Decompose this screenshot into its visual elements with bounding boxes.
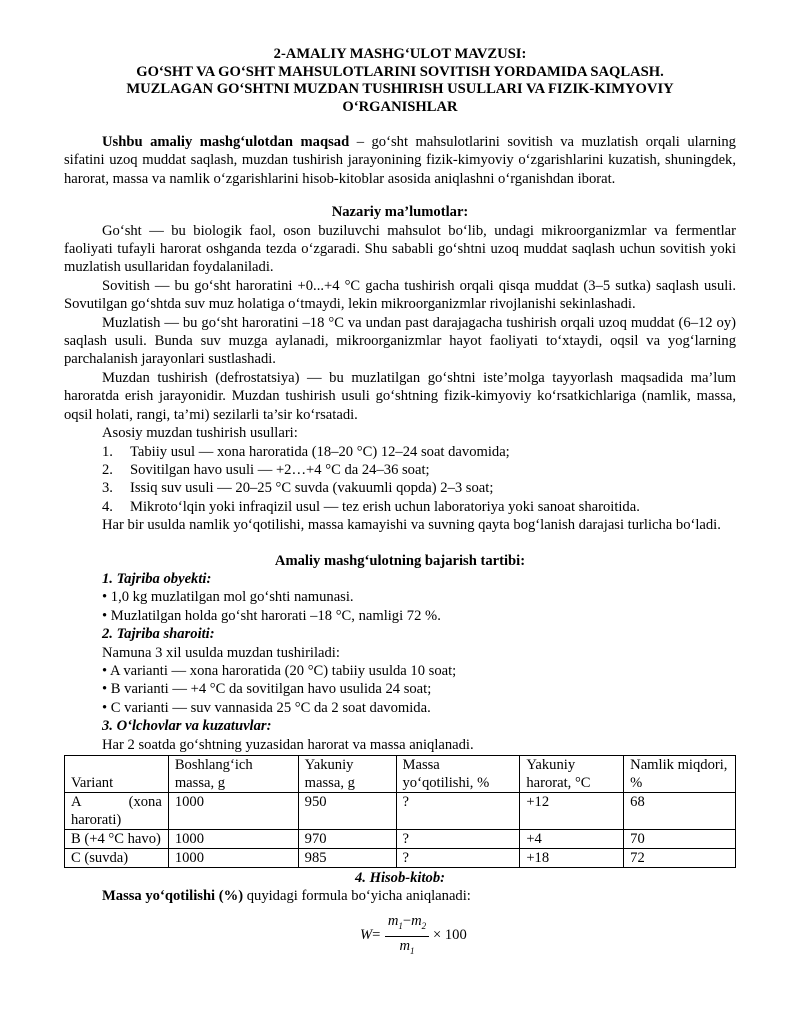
- formula-numerator: $m_1-m_2$: [385, 912, 429, 937]
- table-cell: 950: [298, 793, 396, 830]
- theory-paragraph: Muzdan tushirish (defrostatsiya) — bu muzlatilgan go‘shtni iste’molga tayyorlash maqsadida ma’lum haroratda erish jarayonidir. Muzdan tushirish usuli go‘shtning fizik-kimyoviy ko‘rsatkichlariga (namlik, massa, oqsil holati, rangi, ta’mi) sezilarli ta’sir ko‘rsatadi.: [64, 369, 736, 423]
- results-table: [64, 755, 736, 868]
- list-item: • A varianti — xona haroratida (20 °C) tabiiy usulda 10 soat;: [102, 662, 457, 679]
- table-row: [65, 793, 736, 830]
- formula-lhs: W=: [360, 926, 381, 943]
- practice-text: Namuna 3 xil usulda muzdan tushiriladi:: [102, 644, 340, 661]
- document-page: [64, 46, 736, 966]
- table-cell: 985: [298, 849, 396, 868]
- theory-paragraph: Sovitish — bu go‘sht haroratini +0...+4 °C gacha tushirish orqali qisqa muddat (3–5 sutka) saqlash usuli. Sovutilgan go‘shtda suv muz holatiga o‘tmaydi, lekin mikroorganizmlar rivojlanishi sekinlashadi.: [64, 277, 736, 313]
- calc-paragraph: [64, 887, 736, 905]
- bullet-icon: •: [102, 699, 108, 716]
- table-cell: 1000: [168, 830, 298, 849]
- calc-heading: 4. Hisob-kitob:: [355, 870, 445, 886]
- column-header: Namlik miqdori, %: [624, 756, 736, 793]
- subsection-heading: 1. Tajriba obyekti:: [102, 570, 212, 587]
- methods-list: [64, 443, 736, 517]
- subsection-heading: 3. O‘lchovlar va kuzatuvlar:: [102, 718, 272, 735]
- column-header: Yakuniy massa, g: [298, 756, 396, 793]
- bullet-icon: •: [102, 607, 108, 624]
- list-item: 4. Mikroto‘lqin yoki infraqizil usul — tez erish uchun laboratoriya yoki sanoat sharoitida.: [102, 498, 640, 515]
- table-cell: ?: [396, 830, 520, 849]
- subsection-heading: 2. Tajriba sharoiti:: [102, 626, 215, 643]
- title-line: GO‘SHT VA GO‘SHT MAHSULOTLARINI SOVITISH YORDAMIDA SAQLASH.: [136, 63, 664, 80]
- table-header-row: [65, 756, 736, 793]
- practice-text: Har 2 soatda go‘shtning yuzasidan harorat va massa aniqlanadi.: [102, 736, 474, 753]
- calc-text: quyidagi formula bo‘yicha aniqlanadi:: [243, 888, 471, 905]
- title-line: 2-AMALIY MASHG‘ULOT MAVZUSI:: [273, 46, 527, 62]
- page-title: [64, 46, 736, 116]
- list-item: 1. Tabiiy usul — xona haroratida (18–20 °C) 12–24 soat davomida;: [102, 443, 510, 460]
- table-cell: +12: [520, 793, 624, 830]
- theory-paragraph: Muzlatish — bu go‘sht haroratini –18 °C va undan past darajagacha tushirish orqali uzoq muddat (6–12 oy) saqlash usuli. Bunda suv muzga aylanadi, mikroorganizmlar hayot faoliyati to‘xtaydi, oqsil va yog‘larning parchalanish jarayonlari sustlashadi.: [64, 314, 736, 368]
- table-cell: 1000: [168, 849, 298, 868]
- aim-text: – go‘sht mahsulotlarini sovitish va muzlatish orqali ularning sifatini uzoq muddat saqlash, muzdan tushirish jarayonining fizik-kimyoviy o‘zgarishlarini kuzatish, shuningdek, harorat, massa va namlik o‘zgarishlarini hisob-kitoblar asosida aniqlashni o‘rganishdan iborat.: [64, 134, 736, 187]
- list-item: 2. Sovitilgan havo usuli — +2…+4 °C da 24–36 soat;: [102, 461, 430, 478]
- table-cell: 70: [624, 830, 736, 849]
- table-cell: C (suvda): [65, 849, 169, 868]
- table-row: [65, 830, 736, 849]
- column-header: Variant: [65, 756, 169, 793]
- theory-paragraph: Asosiy muzdan tushirish usullari:: [102, 425, 298, 442]
- list-item: • 1,0 kg muzlatilgan mol go‘shti namunasi.: [102, 589, 354, 606]
- list-item: • C varianti — suv vannasida 25 °C da 2 soat davomida.: [102, 699, 431, 716]
- table-cell: A (xona harorati): [65, 793, 169, 830]
- table-cell: ?: [396, 849, 520, 868]
- formula-multiplier: × 100: [433, 926, 467, 943]
- table-cell: 68: [624, 793, 736, 830]
- practice-heading: Amaliy mashg‘ulotning bajarish tartibi:: [274, 552, 526, 569]
- list-item: 3. Issiq suv usuli — 20–25 °C suvda (vakuumli qopda) 2–3 soat;: [102, 480, 494, 497]
- table-cell: 970: [298, 830, 396, 849]
- column-header: Massa yo‘qotilishi, %: [396, 756, 520, 793]
- theory-paragraph: Har bir usulda namlik yo‘qotilishi, massa kamayishi va suvning qayta bog‘lanish darajasi turlicha bo‘ladi.: [102, 517, 721, 534]
- formula-denominator: $m_1$: [399, 938, 415, 957]
- table-cell: 72: [624, 849, 736, 868]
- table-cell: +18: [520, 849, 624, 868]
- list-item: • B varianti — +4 °C da sovitilgan havo usulida 24 soat;: [102, 681, 432, 698]
- bullet-icon: •: [102, 681, 108, 698]
- bullet-icon: •: [102, 662, 108, 679]
- table-cell: ?: [396, 793, 520, 830]
- title-line: MUZLAGAN GO‘SHTNI MUZDAN TUSHIRISH USULLARI VA FIZIK-KIMYOVIY: [126, 81, 674, 97]
- title-line: O‘RGANISHLAR: [342, 98, 458, 115]
- theory-paragraph: Go‘sht — bu biologik faol, oson buziluvchi mahsulot bo‘lib, undagi mikroorganizmlar va fermentlar faoliyati tufayli harorat oshganda tezda o‘zgaradi. Shu sababli go‘shtni uzoq muddat saqlash uchun sovitish yoki muzlatish usullaridan foydalaniladi.: [64, 222, 736, 276]
- list-item: • Muzlatilgan holda go‘sht harorati –18 °C, namligi 72 %.: [102, 607, 441, 624]
- formula-fraction: [385, 912, 429, 961]
- column-header: Yakuniy harorat, °C: [520, 756, 624, 793]
- table-row: [65, 849, 736, 868]
- table-cell: +4: [520, 830, 624, 849]
- table-cell: 1000: [168, 793, 298, 830]
- column-header: Boshlang‘ich massa, g: [168, 756, 298, 793]
- bullet-icon: •: [102, 589, 108, 606]
- theory-heading: Nazariy ma’lumotlar:: [331, 204, 469, 221]
- calc-lead: Massa yo‘qotilishi (%): [102, 888, 244, 905]
- mass-loss-formula: [64, 910, 736, 966]
- aim-lead: Ushbu amaliy mashg‘ulotdan maqsad: [102, 134, 350, 150]
- aim-paragraph: [64, 133, 736, 188]
- table-cell: B (+4 °C havo): [65, 830, 169, 849]
